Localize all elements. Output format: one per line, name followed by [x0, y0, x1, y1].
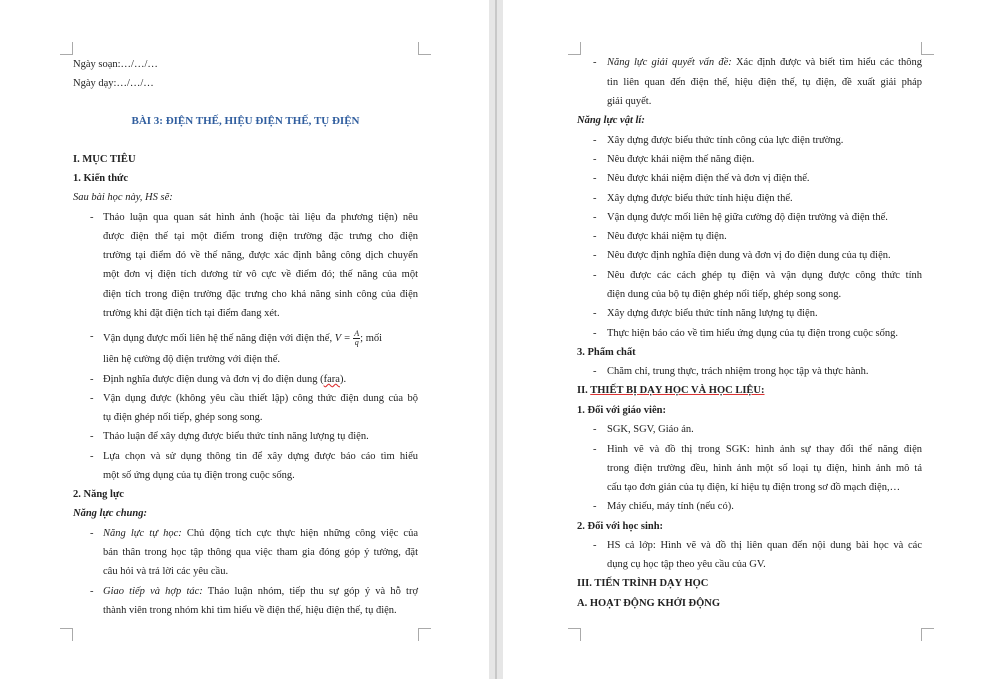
communication-label: Giao tiếp và hợp tác:	[103, 586, 203, 597]
lesson-title: BÀI 3: ĐIỆN THẾ, HIỆU ĐIỆN THẾ, TỤ ĐIỆN	[131, 115, 360, 127]
knowledge-item-1-line-3: trường tại điểm đó về thế năng, được xác định bằng công dịch chuyển	[103, 250, 418, 261]
teacher-item-2-line-1: Hình vẽ và đồ thị trong SGK: hình ảnh sự thay đổi thế năng điện	[607, 444, 922, 455]
formula-numerator: A	[354, 329, 360, 338]
self-study-line-3: câu hỏi và trả lời các yêu cầu.	[103, 566, 229, 577]
margin-mark-bottom-left	[568, 628, 581, 641]
physics-item-10: Thực hiện báo cáo về tìm hiểu ứng dụng của tụ điện trong cuộc sống.	[607, 328, 899, 339]
problem-solving-text: Xác định được và biết tìm hiểu các thông	[731, 57, 922, 68]
problem-solving-line-1	[607, 56, 922, 69]
knowledge-item-2-line-1	[103, 330, 382, 347]
heading-quality: 3. Phẩm chất	[577, 347, 636, 358]
heading-equipment-text: THIẾT BỊ DẠY HỌC VÀ HỌC LIỆU:	[590, 385, 765, 396]
bullet-dash: -	[90, 374, 94, 385]
bullet-dash: -	[90, 212, 94, 223]
self-study-text: Chủ động tích cực thực hiện những công việc của	[181, 528, 418, 539]
knowledge-item-1-line-2: được điện thế tại một điểm trong điện trường đặc trưng cho điện	[103, 231, 418, 242]
teacher-item-2-line-2: trong điện trường đều, hình ảnh một số loại tụ điện, hình ảnh mô tả	[607, 463, 922, 474]
physics-item-1: Xây dựng được biểu thức tính công của lực điện trường.	[607, 135, 844, 146]
student-item-line-2: dụng cụ học tập theo yêu cầu của GV.	[607, 559, 766, 570]
bullet-dash: -	[90, 431, 94, 442]
knowledge-item-2-line-2: liên hệ cường độ điện trường với điện thế.	[103, 354, 281, 365]
margin-mark-top-left	[568, 42, 581, 55]
communication-line-1	[103, 585, 418, 598]
knowledge-item-4-line-1: Vận dụng được (không yêu cầu thiết lập) công thức điện dung của bộ	[103, 393, 418, 404]
margin-mark-top-right	[921, 42, 934, 55]
heading-teacher: 1. Đối với giáo viên:	[577, 405, 666, 416]
heading-equipment-number: II.	[577, 385, 588, 396]
physics-item-6: Nêu được khái niệm tụ điện.	[607, 231, 727, 242]
margin-mark-top-left	[60, 42, 73, 55]
margin-mark-bottom-left	[60, 628, 73, 641]
bullet-dash: -	[593, 250, 597, 261]
heading-competence: 2. Năng lực	[73, 489, 124, 500]
knowledge-item-5: Thảo luận để xây dựng được biểu thức tính năng lượng tụ điện.	[103, 431, 369, 442]
knowledge-item-2-text: Vận dụng được mối liên hệ thế năng điện với điện thế,	[103, 332, 333, 344]
teacher-item-1: SGK, SGV, Giáo án.	[607, 424, 694, 435]
bullet-dash: -	[593, 328, 597, 339]
bullet-dash: -	[90, 586, 94, 597]
heading-knowledge: 1. Kiến thức	[73, 173, 129, 184]
knowledge-item-4-line-2: tụ điện ghép nối tiếp, ghép song song.	[103, 412, 263, 423]
knowledge-item-1-line-4: một đơn vị điện tích dương từ vô cực về điểm đó; thế năng của một	[103, 269, 418, 280]
self-study-label: Năng lực tự học:	[103, 528, 182, 539]
physics-item-4: Xây dựng được biểu thức tính hiệu điện thế.	[607, 193, 793, 204]
date-taught: Ngày dạy:…/…/…	[73, 78, 154, 89]
bullet-dash: -	[593, 193, 597, 204]
knowledge-item-2-tail: ; mối	[360, 332, 383, 344]
bullet-dash: -	[90, 528, 94, 539]
knowledge-item-3-end: ).	[339, 374, 347, 385]
unit-fara: fara	[323, 374, 340, 385]
physics-item-7: Nêu được định nghĩa điện dung và đơn vị đo điện dung của tụ điện.	[607, 250, 891, 261]
bullet-dash: -	[593, 424, 597, 435]
physics-item-5: Vận dụng được mối liên hệ giữa cường độ điện trường và điện thế.	[607, 212, 888, 223]
document-page-left	[0, 0, 489, 679]
formula-v: V =	[334, 332, 351, 344]
physics-item-8-line-2: điện dung của bộ tụ điện ghép nối tiếp, ghép song song.	[607, 289, 842, 300]
heading-student: 2. Đối với học sinh:	[577, 521, 664, 532]
bullet-dash: -	[593, 57, 597, 68]
margin-mark-top-right	[418, 42, 431, 55]
bullet-dash: -	[593, 444, 597, 455]
quality-item: Chăm chỉ, trung thực, trách nhiệm trong học tập và thực hành.	[607, 366, 869, 377]
bullet-dash: -	[593, 154, 597, 165]
bullet-dash: -	[593, 501, 597, 512]
knowledge-item-6-line-1: Lựa chọn và sử dụng thông tin để xây dựng được báo cáo tìm hiểu	[103, 451, 418, 462]
physics-item-3: Nêu được khái niệm điện thế và đơn vị điện thế.	[607, 173, 810, 184]
knowledge-item-3	[103, 373, 346, 386]
communication-line-2: thành viên trong nhóm khi tìm hiểu về điện thế, hiệu điện thế, tụ điện.	[103, 605, 397, 616]
knowledge-item-1-line-5: điện tích trong điện trường đặc trưng cho khả năng sinh công của điện	[103, 289, 418, 300]
knowledge-item-6-line-2: một số ứng dụng của tụ điện trong cuộc sống.	[103, 470, 295, 481]
problem-solving-line-3: giải quyết.	[607, 96, 652, 107]
after-lesson-text: Sau bài học này, HS sẽ:	[73, 192, 173, 203]
document-page-right	[503, 0, 991, 679]
bullet-dash: -	[593, 231, 597, 242]
heading-process: III. TIẾN TRÌNH DẠY HỌC	[577, 578, 709, 589]
date-prepared: Ngày soạn:…/…/…	[73, 59, 158, 70]
formula-denominator: q	[354, 338, 359, 347]
bullet-dash: -	[90, 393, 94, 404]
bullet-dash: -	[593, 212, 597, 223]
margin-mark-bottom-right	[418, 628, 431, 641]
physics-item-8-line-1: Nêu được các cách ghép tụ điện và vận dụng được công thức tính	[607, 270, 922, 281]
self-study-line-1	[103, 527, 418, 540]
heading-objectives: I. MỤC TIÊU	[73, 154, 136, 165]
bullet-dash: -	[90, 451, 94, 462]
knowledge-item-1-line-6: trường khi đặt điện tích tại điểm đang xét.	[103, 308, 280, 319]
bullet-dash: -	[593, 366, 597, 377]
bullet-dash: -	[593, 308, 597, 319]
heading-start-activity: A. HOẠT ĐỘNG KHỞI ĐỘNG	[577, 598, 721, 609]
self-study-line-2: bản thân trong học tập thông qua việc tham gia đóng góp ý tưởng, đặt	[103, 547, 418, 558]
communication-text: Thảo luận nhóm, tiếp thu sự góp ý và hỗ trợ	[202, 586, 418, 597]
physics-item-2: Nêu được khái niệm thế năng điện.	[607, 154, 755, 165]
knowledge-item-3-text: Định nghĩa được điện dung và đơn vị đo điện dung (	[103, 374, 324, 385]
physics-item-9: Xây dựng được biểu thức tính năng lượng tụ điện.	[607, 308, 818, 319]
bullet-dash: -	[90, 331, 94, 342]
physics-competence-label: Năng lực vật lí:	[577, 115, 645, 126]
bullet-dash: -	[593, 270, 597, 281]
margin-mark-bottom-right	[921, 628, 934, 641]
bullet-dash: -	[593, 540, 597, 551]
teacher-item-3: Máy chiếu, máy tính (nếu có).	[607, 501, 734, 512]
knowledge-item-1-line-1: Thảo luận qua quan sát hình ảnh (hoặc tài liệu đa phương tiện) nêu	[103, 212, 418, 223]
general-competence-label: Năng lực chung:	[73, 508, 147, 519]
teacher-item-2-line-3: cấu tạo đơn giản của tụ điện, kí hiệu tụ điện trong sơ đồ mạch điện,…	[607, 482, 901, 493]
problem-solving-label: Năng lực giải quyết vấn đề:	[607, 57, 732, 68]
bullet-dash: -	[593, 135, 597, 146]
bullet-dash: -	[593, 173, 597, 184]
problem-solving-line-2: tin liên quan đến điện thế, hiệu điện thế, tụ điện, đề xuất giải pháp	[607, 77, 922, 88]
student-item-line-1: HS cả lớp: Hình vẽ và đồ thị liên quan đến nội dung bài học và các	[607, 540, 922, 551]
page-divider	[495, 0, 497, 679]
heading-equipment	[577, 384, 765, 397]
